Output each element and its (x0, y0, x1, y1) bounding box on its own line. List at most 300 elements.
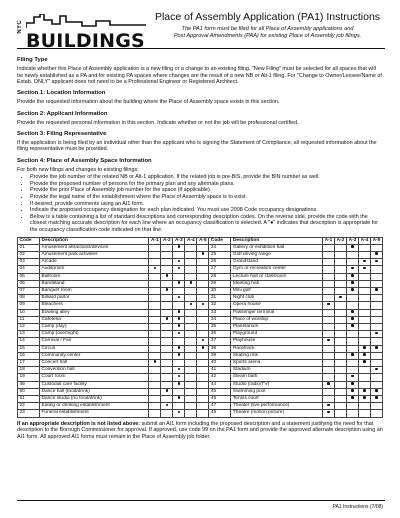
applicable-dot-icon (375, 346, 378, 349)
classification-cell (347, 352, 359, 359)
description-cell: Cafeteria (40, 316, 149, 323)
table-row (18, 251, 383, 258)
classification-cell (149, 331, 161, 338)
classification-cell (149, 244, 161, 251)
description-cell: Amusement attractions/devices (40, 244, 149, 251)
unlisted-description-note (17, 421, 383, 441)
classification-cell (161, 295, 173, 302)
classification-cell (197, 396, 209, 403)
classification-cell (161, 338, 173, 345)
code-cell: 18 (18, 367, 40, 374)
code-cell: 26 (209, 259, 231, 266)
classification-cell (173, 295, 185, 302)
applicable-dot-icon (351, 267, 354, 270)
code-cell: 38 (209, 345, 231, 352)
classification-cell (347, 360, 359, 367)
applicable-dot-icon (178, 245, 181, 248)
subtitle-line-2: Post Approval Amendments (PAA) for existing Place of Assembly job filings. (173, 33, 362, 39)
classification-cell (347, 396, 359, 403)
code-cell: 47 (209, 403, 231, 410)
applicable-dot-icon (166, 274, 169, 277)
note-text: submit an AI1 form including the proposed description and a statement justifying the need for that description to the Borough Commissioner for approval. If approved, use code 99 on the PA1 form and provide the approved alternate description using an AI1 form. All approved AI1 forms must remain in the Place of Assembly job folder. (17, 420, 383, 440)
code-cell: 13 (18, 331, 40, 338)
classification-cell (185, 367, 197, 374)
code-cell: 27 (209, 266, 231, 273)
classification-cell (173, 338, 185, 345)
classification-cell (335, 316, 347, 323)
applicable-dot-icon (178, 346, 181, 349)
classification-cell (185, 273, 197, 280)
classification-cell (323, 367, 335, 374)
classification-cell (197, 259, 209, 266)
classification-cell (197, 352, 209, 359)
classification-cell (371, 331, 383, 338)
classification-cell (197, 360, 209, 367)
applicable-dot-icon (351, 281, 354, 284)
classification-cell (371, 403, 383, 410)
classification-cell (323, 352, 335, 359)
description-cell: Custodial care facility (40, 381, 149, 388)
code-cell: 41 (209, 367, 231, 374)
classification-cell (173, 403, 185, 410)
classification-cell (185, 388, 197, 395)
applicable-dot-icon (178, 310, 181, 313)
classification-cell (323, 388, 335, 395)
classification-cell (185, 352, 197, 359)
classification-cell (335, 266, 347, 273)
classification-cell (161, 367, 173, 374)
code-cell: 49 (18, 381, 40, 388)
code-cell: 40 (209, 360, 231, 367)
classification-cell (185, 360, 197, 367)
applicable-dot-icon (351, 274, 354, 277)
classification-cell (347, 338, 359, 345)
column-header: A-1 (149, 237, 161, 244)
classification-cell (323, 374, 335, 381)
applicable-dot-icon (363, 267, 366, 270)
classification-cell (173, 259, 185, 266)
table-body (18, 244, 383, 417)
classification-cell (161, 352, 173, 359)
classification-cell (149, 338, 161, 345)
classification-cell (335, 331, 347, 338)
classification-cell (347, 251, 359, 258)
applicable-dot-icon (178, 411, 181, 414)
page-title: Place of Assembly Application (PA1) Instructions (154, 11, 381, 23)
description-cell: Opera house (231, 302, 323, 309)
table-row (18, 280, 383, 287)
classification-cell (149, 280, 161, 287)
applicable-dot-icon (351, 324, 354, 327)
classification-cell (197, 338, 209, 345)
applicable-dot-icon (363, 260, 366, 263)
classification-cell (185, 302, 197, 309)
table-row (18, 345, 383, 352)
description-cell: Theater (live performance) (231, 403, 323, 410)
classification-cell (149, 396, 161, 403)
classification-cell (323, 259, 335, 266)
applicable-dot-icon (351, 382, 354, 385)
classification-cell (173, 352, 185, 359)
classification-cell (347, 381, 359, 388)
column-header: A-3 (173, 237, 185, 244)
classification-cell (359, 266, 371, 273)
applicable-dot-icon (363, 396, 366, 399)
classification-cell (161, 396, 173, 403)
classification-cell (359, 309, 371, 316)
code-cell: 33 (209, 309, 231, 316)
classification-cell (149, 324, 161, 331)
classification-cell (173, 324, 185, 331)
code-cell: 15 (18, 345, 40, 352)
classification-cell (149, 287, 161, 294)
code-cell: 08 (18, 295, 40, 302)
classification-cell (173, 396, 185, 403)
description-cell: Tennis court (231, 396, 323, 403)
table-row (18, 388, 383, 395)
code-cell: 45 (209, 388, 231, 395)
classification-cell (347, 295, 359, 302)
classification-cell (323, 324, 335, 331)
classification-cell (185, 287, 197, 294)
applicable-dot-icon (327, 411, 330, 414)
classification-cell (197, 251, 209, 258)
classification-cell (359, 302, 371, 309)
column-header: Code (209, 237, 231, 244)
applicable-dot-icon (178, 332, 181, 335)
classification-cell (347, 374, 359, 381)
table-row (18, 381, 383, 388)
classification-cell (371, 410, 383, 417)
column-header: A-5 (371, 237, 383, 244)
classification-cell (173, 309, 185, 316)
bullet-item: • Provide the proposed number of persons for the primary plan and any alternate plans. (30, 181, 383, 188)
classification-cell (173, 266, 185, 273)
classification-cell (173, 360, 185, 367)
table-row (18, 309, 383, 316)
code-cell: 35 (209, 324, 231, 331)
classification-cell (371, 280, 383, 287)
applicable-dot-icon (178, 324, 181, 327)
description-cell: Bowling alley (40, 309, 149, 316)
classification-cell (335, 295, 347, 302)
classification-cell (149, 381, 161, 388)
applicable-dot-icon (363, 389, 366, 392)
classification-cell (371, 273, 383, 280)
subtitle-line-1: The PA1 form must be filed for all Place of Assembly applications and (181, 26, 354, 32)
classification-cell (185, 338, 197, 345)
footer-rule (17, 500, 385, 501)
description-code-table (17, 237, 383, 418)
classification-cell (323, 295, 335, 302)
description-cell: Racetrack (231, 345, 323, 352)
applicable-dot-icon (166, 317, 169, 320)
classification-cell (173, 331, 185, 338)
description-cell: Playhouse (231, 338, 323, 345)
classification-cell (371, 360, 383, 367)
applicable-dot-icon (351, 353, 354, 356)
classification-cell (347, 273, 359, 280)
code-cell: 30 (209, 287, 231, 294)
classification-cell (359, 331, 371, 338)
classification-cell (149, 295, 161, 302)
applicable-dot-icon (178, 353, 181, 356)
table-row (18, 273, 383, 280)
classification-cell (185, 345, 197, 352)
description-cell: Steam bath (231, 374, 323, 381)
classification-cell (347, 324, 359, 331)
bullet-item: • Below is a table containing a list of standard descriptions and corresponding description codes. On the reverse side, provide the code with the closest matching accurate description for each line where an occupancy classification is selected. A "●" indicates that description is appropriate for the occupancy classification code indicated on that line. (30, 214, 383, 234)
applicable-dot-icon (178, 317, 181, 320)
classification-cell (185, 396, 197, 403)
description-cell: Circus (40, 345, 149, 352)
applicable-dot-icon (327, 303, 330, 306)
logo-text: BUILDINGS (26, 30, 145, 52)
footer-label: PA1 Instructions (7/08) (332, 504, 383, 510)
classification-cell (347, 410, 359, 417)
description-cell: Camp (day) (40, 324, 149, 331)
classification-cell (335, 345, 347, 352)
description-cell: Concert hall (40, 360, 149, 367)
classification-cell (323, 396, 335, 403)
description-cell: Funeral establishment (40, 410, 149, 417)
classification-cell (371, 244, 383, 251)
applicable-dot-icon (375, 368, 378, 371)
table-row (18, 331, 383, 338)
code-cell: 19 (18, 374, 40, 381)
description-cell: Gallery or exhibition hall (231, 244, 323, 251)
description-cell: Court room (40, 374, 149, 381)
classification-cell (323, 309, 335, 316)
classification-cell (323, 251, 335, 258)
classification-cell (347, 244, 359, 251)
applicable-dot-icon (178, 267, 181, 270)
description-cell: Place of worship (231, 316, 323, 323)
description-cell: Swimming pool (231, 388, 323, 395)
applicable-dot-icon (351, 310, 354, 313)
classification-cell (359, 410, 371, 417)
classification-cell (185, 244, 197, 251)
classification-cell (161, 388, 173, 395)
code-cell: 06 (18, 280, 40, 287)
table-row (18, 367, 383, 374)
classification-cell (335, 287, 347, 294)
description-cell: Planetarium (231, 324, 323, 331)
applicable-dot-icon (178, 396, 181, 399)
applicable-dot-icon (351, 317, 354, 320)
classification-cell (161, 309, 173, 316)
applicable-dot-icon (351, 245, 354, 248)
classification-cell (197, 266, 209, 273)
code-cell: 17 (18, 360, 40, 367)
section1-text: Provide the requested information about the building where the Place of Assembly space exists in this section. (17, 99, 280, 106)
column-header: A-1 (323, 237, 335, 244)
applicable-dot-icon (178, 281, 181, 284)
classification-cell (161, 316, 173, 323)
nyc-buildings-logo (17, 12, 145, 52)
description-cell: Studio (radio/TV) (231, 381, 323, 388)
classification-cell (335, 251, 347, 258)
classification-cell (173, 381, 185, 388)
classification-cell (197, 331, 209, 338)
applicable-dot-icon (327, 382, 330, 385)
code-cell: 03 (18, 259, 40, 266)
classification-cell (185, 309, 197, 316)
applicable-dot-icon (178, 375, 181, 378)
classification-cell (197, 295, 209, 302)
classification-cell (161, 244, 173, 251)
description-cell: Passenger terminal (231, 309, 323, 316)
classification-cell (359, 273, 371, 280)
description-cell: Community center (40, 352, 149, 359)
filing-type-text: Indicate whether this Place of Assembly application is a new filing or a change to an existing filing. "New Filing" must be selected for all spaces that will be newly established as a PA and for existing PA spaces where changes are the result of a new NB or Alt-1 filing. For "Change to Owner/Lessee/Name of Estab. ONLY" applicant does not need to be a Professional Engineer or Registered Architect. (17, 66, 382, 86)
classification-cell (185, 331, 197, 338)
classification-cell (197, 367, 209, 374)
classification-cell (359, 381, 371, 388)
classification-cell (323, 273, 335, 280)
classification-cell (371, 388, 383, 395)
section3-heading: Section 3: Filing Representative (17, 130, 107, 137)
table-row (18, 295, 383, 302)
description-cell: Amusement park activities (40, 251, 149, 258)
classification-cell (161, 374, 173, 381)
applicable-dot-icon (166, 389, 169, 392)
code-cell: 02 (18, 251, 40, 258)
table-row (18, 266, 383, 273)
applicable-dot-icon (375, 252, 378, 255)
table-row (18, 244, 383, 251)
applicable-dot-icon (327, 339, 330, 342)
classification-cell (359, 287, 371, 294)
classification-cell (347, 302, 359, 309)
classification-cell (149, 367, 161, 374)
applicable-dot-icon (154, 360, 157, 363)
classification-cell (149, 388, 161, 395)
classification-cell (161, 287, 173, 294)
classification-cell (185, 259, 197, 266)
classification-cell (185, 295, 197, 302)
classification-cell (347, 331, 359, 338)
classification-cell (323, 338, 335, 345)
classification-cell (371, 352, 383, 359)
classification-cell (347, 287, 359, 294)
bullet-item: • If desired, provide comments using an AI1 form. (30, 201, 383, 208)
classification-cell (197, 381, 209, 388)
table-row (18, 324, 383, 331)
classification-cell (335, 338, 347, 345)
classification-cell (197, 345, 209, 352)
code-cell: 42 (209, 374, 231, 381)
classification-cell (185, 316, 197, 323)
classification-cell (371, 309, 383, 316)
description-cell: Mini golf (231, 287, 323, 294)
section1-heading: Section 1: Location Information (17, 90, 106, 97)
description-cell: Dance hall (food/drink) (40, 388, 149, 395)
classification-cell (173, 388, 185, 395)
classification-cell (185, 381, 197, 388)
applicable-dot-icon (339, 296, 342, 299)
classification-cell (149, 251, 161, 258)
classification-cell (173, 302, 185, 309)
section4-intro: For both new filings and changes to existing filings: (17, 166, 139, 173)
classification-cell (149, 374, 161, 381)
classification-cell (161, 360, 173, 367)
classification-cell (149, 302, 161, 309)
classification-cell (161, 251, 173, 258)
skyline-icon (26, 14, 146, 30)
classification-cell (161, 266, 173, 273)
bullet-item: • Provide the legal name of the establishment where the Place of Assembly space is to exist. (30, 194, 383, 201)
classification-cell (323, 302, 335, 309)
code-cell: 12 (18, 324, 40, 331)
code-cell: 46 (209, 396, 231, 403)
table-row (18, 302, 383, 309)
classification-cell (371, 338, 383, 345)
bullet-item: • Provide the job number of the related NB or Alt-1 application. If the related job is pre-BIS, provide the BIN number as well. (30, 174, 383, 181)
bullet-item: • Indicate the proposed occupancy designation for each plan indicated. You must use 2008 Code occupancy designations. (30, 207, 383, 214)
classification-cell (197, 316, 209, 323)
classification-cell (335, 309, 347, 316)
code-cell: 01 (18, 244, 40, 251)
logo-prefix: NYC (17, 20, 23, 34)
table-row (18, 287, 383, 294)
description-cell: Ballroom (40, 273, 149, 280)
section3-text: If the application is being filed by an individual other than the applicant who is signing the Statement of Compliance, all requested information about the filing representative must be provided. (17, 139, 377, 153)
classification-cell (359, 338, 371, 345)
description-cell: Banquet room (40, 287, 149, 294)
classification-cell (323, 345, 335, 352)
classification-cell (323, 244, 335, 251)
classification-cell (323, 316, 335, 323)
classification-cell (185, 403, 197, 410)
classification-cell (149, 266, 161, 273)
classification-cell (359, 403, 371, 410)
classification-cell (323, 403, 335, 410)
classification-cell (161, 324, 173, 331)
classification-cell (197, 280, 209, 287)
code-cell: 22 (18, 403, 40, 410)
classification-cell (347, 266, 359, 273)
header-rule (17, 48, 385, 49)
classification-cell (173, 316, 185, 323)
classification-cell (161, 331, 173, 338)
classification-cell (161, 259, 173, 266)
table-row (18, 338, 383, 345)
applicable-dot-icon (351, 375, 354, 378)
classification-cell (371, 367, 383, 374)
description-cell: Lecture hall or classroom (231, 273, 323, 280)
classification-cell (371, 324, 383, 331)
applicable-dot-icon (202, 346, 205, 349)
description-cell: Arcade (40, 259, 149, 266)
column-header: A-5 (197, 237, 209, 244)
classification-cell (359, 295, 371, 302)
classification-cell (335, 388, 347, 395)
classification-cell (149, 316, 161, 323)
classification-cell (359, 388, 371, 395)
applicable-dot-icon (375, 389, 378, 392)
description-cell: Night club (231, 295, 323, 302)
classification-cell (371, 259, 383, 266)
description-cell: Carnival / Fair (40, 338, 149, 345)
classification-cell (323, 266, 335, 273)
classification-cell (323, 280, 335, 287)
applicable-dot-icon (202, 303, 205, 306)
classification-cell (323, 381, 335, 388)
table-row (18, 374, 383, 381)
applicable-dot-icon (363, 353, 366, 356)
classification-cell (335, 259, 347, 266)
